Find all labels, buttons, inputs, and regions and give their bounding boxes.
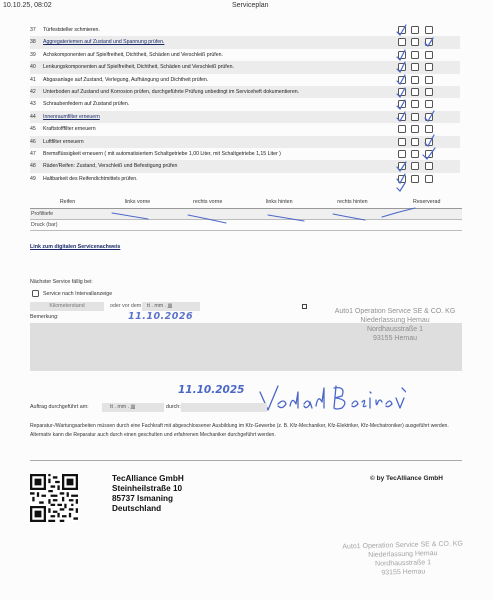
- task-text[interactable]: Innenraumfilter erneuern: [43, 113, 100, 120]
- next-service-date-input[interactable]: [142, 302, 200, 311]
- company-street: Steinheilstraße 10: [112, 484, 183, 493]
- stamp-line: Nordhausstraße 1: [366, 326, 424, 333]
- done-checkbox[interactable]: [398, 150, 406, 158]
- performer-input[interactable]: [181, 403, 267, 412]
- task-text: Unterboden auf Zustand und Korrosion prüfen, durchgeführte Prüfung unbedingt im Serviceheft dokumentieren.: [43, 88, 300, 95]
- digital-service-link[interactable]: Link zum digitalen Servicenachweis: [30, 244, 121, 250]
- tire-cell[interactable]: [105, 219, 170, 230]
- tire-header: rechts vorne: [170, 196, 245, 208]
- task-number: 45: [30, 126, 36, 133]
- task-row: [30, 111, 460, 123]
- or-before-label: oder vor dem: [110, 303, 142, 309]
- defect-checkbox[interactable]: [425, 63, 433, 71]
- not-needed-checkbox[interactable]: [411, 125, 419, 133]
- task-number: 46: [30, 138, 36, 145]
- qr-code-icon: [30, 474, 78, 522]
- done-checkbox[interactable]: [398, 63, 406, 71]
- task-text: Türfeststeller schmieren.: [43, 27, 100, 33]
- task-row: [30, 98, 460, 110]
- defect-checkbox[interactable]: [425, 113, 433, 121]
- footer-divider: [30, 460, 462, 461]
- not-needed-checkbox[interactable]: [411, 175, 419, 183]
- remark-label: Bemerkung:: [30, 314, 59, 320]
- task-row: [30, 24, 460, 36]
- tire-table: [30, 196, 462, 231]
- task-row: [30, 49, 460, 61]
- not-needed-checkbox[interactable]: [411, 138, 419, 146]
- tire-cell[interactable]: [313, 208, 391, 219]
- task-row: [30, 136, 460, 148]
- task-number: 38: [30, 39, 36, 46]
- not-needed-checkbox[interactable]: [411, 88, 419, 96]
- tire-cell[interactable]: [105, 208, 170, 219]
- tire-header: links hinten: [245, 196, 313, 208]
- done-checkbox[interactable]: [398, 38, 406, 46]
- disclaimer-note: Reparatur-/Wartungsarbeiten müssen durch eine Fachkraft mit abgeschlossener Ausbildung im Kfz-Gewerbe (z. B. Kfz-Mechaniker, Kfz-Elektriker, Kfz-Mechatroniker) ausgeführt werden. Alternativ kann die Reparatur auch durch einen geschulten und erfahrenen Mechaniker durchgeführt werden.: [30, 423, 449, 438]
- stamp-line: 93155 Hemau: [373, 335, 417, 342]
- not-needed-checkbox[interactable]: [411, 63, 419, 71]
- task-text: Schraubenfedern auf Zustand prüfen.: [43, 101, 130, 108]
- company-country: Deutschland: [112, 504, 162, 513]
- not-needed-checkbox[interactable]: [411, 51, 419, 59]
- tire-cell[interactable]: [170, 219, 245, 230]
- task-number: 42: [30, 88, 36, 95]
- stamp-line: Auto1 Operation Service SE & CO. KG: [334, 308, 456, 315]
- task-row: [30, 123, 460, 135]
- task-number: 43: [30, 101, 36, 108]
- task-text[interactable]: Aggregateriemen auf Zustand und Spannung prüfen.: [43, 39, 165, 46]
- task-number: 48: [30, 163, 36, 170]
- task-row: [30, 36, 460, 48]
- done-checkbox[interactable]: [398, 125, 406, 133]
- task-number: 49: [30, 175, 36, 182]
- company-address: [112, 474, 184, 514]
- tire-cell[interactable]: [313, 219, 391, 230]
- done-checkbox[interactable]: [398, 88, 406, 96]
- task-row: [30, 160, 460, 172]
- defect-checkbox[interactable]: [425, 76, 433, 84]
- done-checkbox[interactable]: [398, 175, 406, 183]
- print-datetime: 10.10.25, 08:02: [3, 2, 52, 9]
- defect-checkbox[interactable]: [425, 138, 433, 146]
- not-needed-checkbox[interactable]: [411, 113, 419, 121]
- task-text: Abgasanlage auf Zustand, Verlegung, Aufhängung und Dichtheit prüfen.: [43, 76, 209, 83]
- company-city: 85737 Ismaning: [112, 494, 173, 503]
- calendar-icon[interactable]: [302, 304, 307, 309]
- defect-checkbox[interactable]: [425, 26, 433, 34]
- task-text: Räder/Reifen: Zustand, Verschleiß und Befestigung prüfen: [43, 163, 178, 170]
- task-row: [30, 86, 460, 98]
- interval-option[interactable]: [32, 290, 112, 297]
- done-checkbox[interactable]: [398, 51, 406, 59]
- stamp-line: Nordhausstraße 1: [375, 559, 432, 568]
- task-row: [30, 148, 460, 160]
- task-text: Haltbarkeit des Reifendichtmittels prüfen.: [43, 175, 138, 182]
- task-list: [30, 24, 460, 185]
- tire-cell[interactable]: [391, 208, 462, 219]
- defect-checkbox[interactable]: [425, 88, 433, 96]
- company-stamp-bottom: [328, 539, 479, 579]
- page-header: [3, 2, 490, 12]
- task-row: [30, 61, 460, 73]
- defect-checkbox[interactable]: [425, 175, 433, 183]
- defect-checkbox[interactable]: [425, 38, 433, 46]
- task-number: 47: [30, 150, 36, 157]
- stamp-line: Niederlassung Hemau: [360, 317, 430, 324]
- done-checkbox[interactable]: [398, 26, 406, 34]
- signoff-label: Auftrag durchgeführt am:: [30, 404, 89, 410]
- km-input[interactable]: Kilometerstand: [30, 302, 104, 311]
- task-number: 44: [30, 113, 36, 120]
- tire-row-label: Profiltiefe: [30, 208, 105, 219]
- copyright-notice: © by TecAlliance GmbH: [370, 475, 443, 482]
- company-stamp: [320, 307, 470, 343]
- tire-header: Reifen: [30, 196, 105, 208]
- task-row: [30, 173, 460, 185]
- task-number: 37: [30, 27, 36, 33]
- handwritten-signature: [256, 380, 406, 418]
- tire-cell[interactable]: [245, 219, 313, 230]
- defect-checkbox[interactable]: [425, 150, 433, 158]
- tire-header: Reserverad: [391, 196, 462, 208]
- not-needed-checkbox[interactable]: [411, 162, 419, 170]
- done-checkbox[interactable]: [398, 138, 406, 146]
- date-placeholder: tt . mm . jjjj: [110, 404, 136, 410]
- company-name: TecAlliance GmbH: [112, 474, 184, 483]
- done-checkbox[interactable]: [398, 100, 406, 108]
- not-needed-checkbox[interactable]: [411, 76, 419, 84]
- handwritten-remark-date: 11.10.2026: [128, 311, 194, 322]
- date-placeholder: tt . mm . jjjj: [147, 303, 173, 309]
- tire-cell[interactable]: [391, 219, 462, 230]
- interval-label: Service nach Intervallanzeige: [43, 290, 113, 297]
- defect-checkbox[interactable]: [425, 125, 433, 133]
- not-needed-checkbox[interactable]: [411, 26, 419, 34]
- task-number: 40: [30, 64, 36, 71]
- defect-checkbox[interactable]: [425, 51, 433, 59]
- not-needed-checkbox[interactable]: [411, 38, 419, 46]
- task-text: Kraftstofffilter erneuern: [43, 126, 96, 133]
- by-label: durch:: [166, 404, 181, 410]
- done-checkbox[interactable]: [398, 113, 406, 121]
- done-checkbox[interactable]: [398, 76, 406, 84]
- task-number: 41: [30, 76, 36, 83]
- tire-header: links vorne: [105, 196, 170, 208]
- not-needed-checkbox[interactable]: [411, 100, 419, 108]
- signoff-date-input[interactable]: [102, 403, 164, 412]
- tire-row-label: Druck (bar): [30, 219, 105, 230]
- tire-cell[interactable]: [170, 208, 245, 219]
- tire-cell[interactable]: [245, 208, 313, 219]
- stamp-line: Niederlassung Hemau: [368, 550, 438, 559]
- page-title: Serviceplan: [232, 2, 269, 9]
- defect-checkbox[interactable]: [425, 100, 433, 108]
- task-text: Achskomponenten auf Spielfreiheit, Dichtheit, Schäden und Verschleiß prüfen.: [43, 51, 223, 58]
- task-text: Lenkungskomponenten auf Spielfreiheit, Dichtheit, Schäden und Verschleiß prüfen.: [43, 64, 234, 71]
- task-text: Luftfilter erneuern: [43, 138, 84, 145]
- handwritten-signoff-date: 11.10.2025: [178, 384, 245, 396]
- task-number: 39: [30, 51, 36, 58]
- next-service-label: Nächster Service fällig bei:: [30, 279, 93, 285]
- task-row: [30, 74, 460, 86]
- stamp-line: Auto1 Operation Service SE & CO. KG: [342, 540, 464, 551]
- stamp-line: 93155 Hemau: [381, 568, 426, 577]
- not-needed-checkbox[interactable]: [411, 150, 419, 158]
- defect-checkbox[interactable]: [425, 162, 433, 170]
- task-text: Bremsflüssigkeit erneuern ( mit automatisiertem Schaltgetriebe 1,00 Liter, mit Schaltgetriebe 1,15 Liter ): [43, 150, 281, 157]
- interval-checkbox[interactable]: [32, 290, 39, 297]
- done-checkbox[interactable]: [398, 162, 406, 170]
- tire-header: rechts hinten: [313, 196, 391, 208]
